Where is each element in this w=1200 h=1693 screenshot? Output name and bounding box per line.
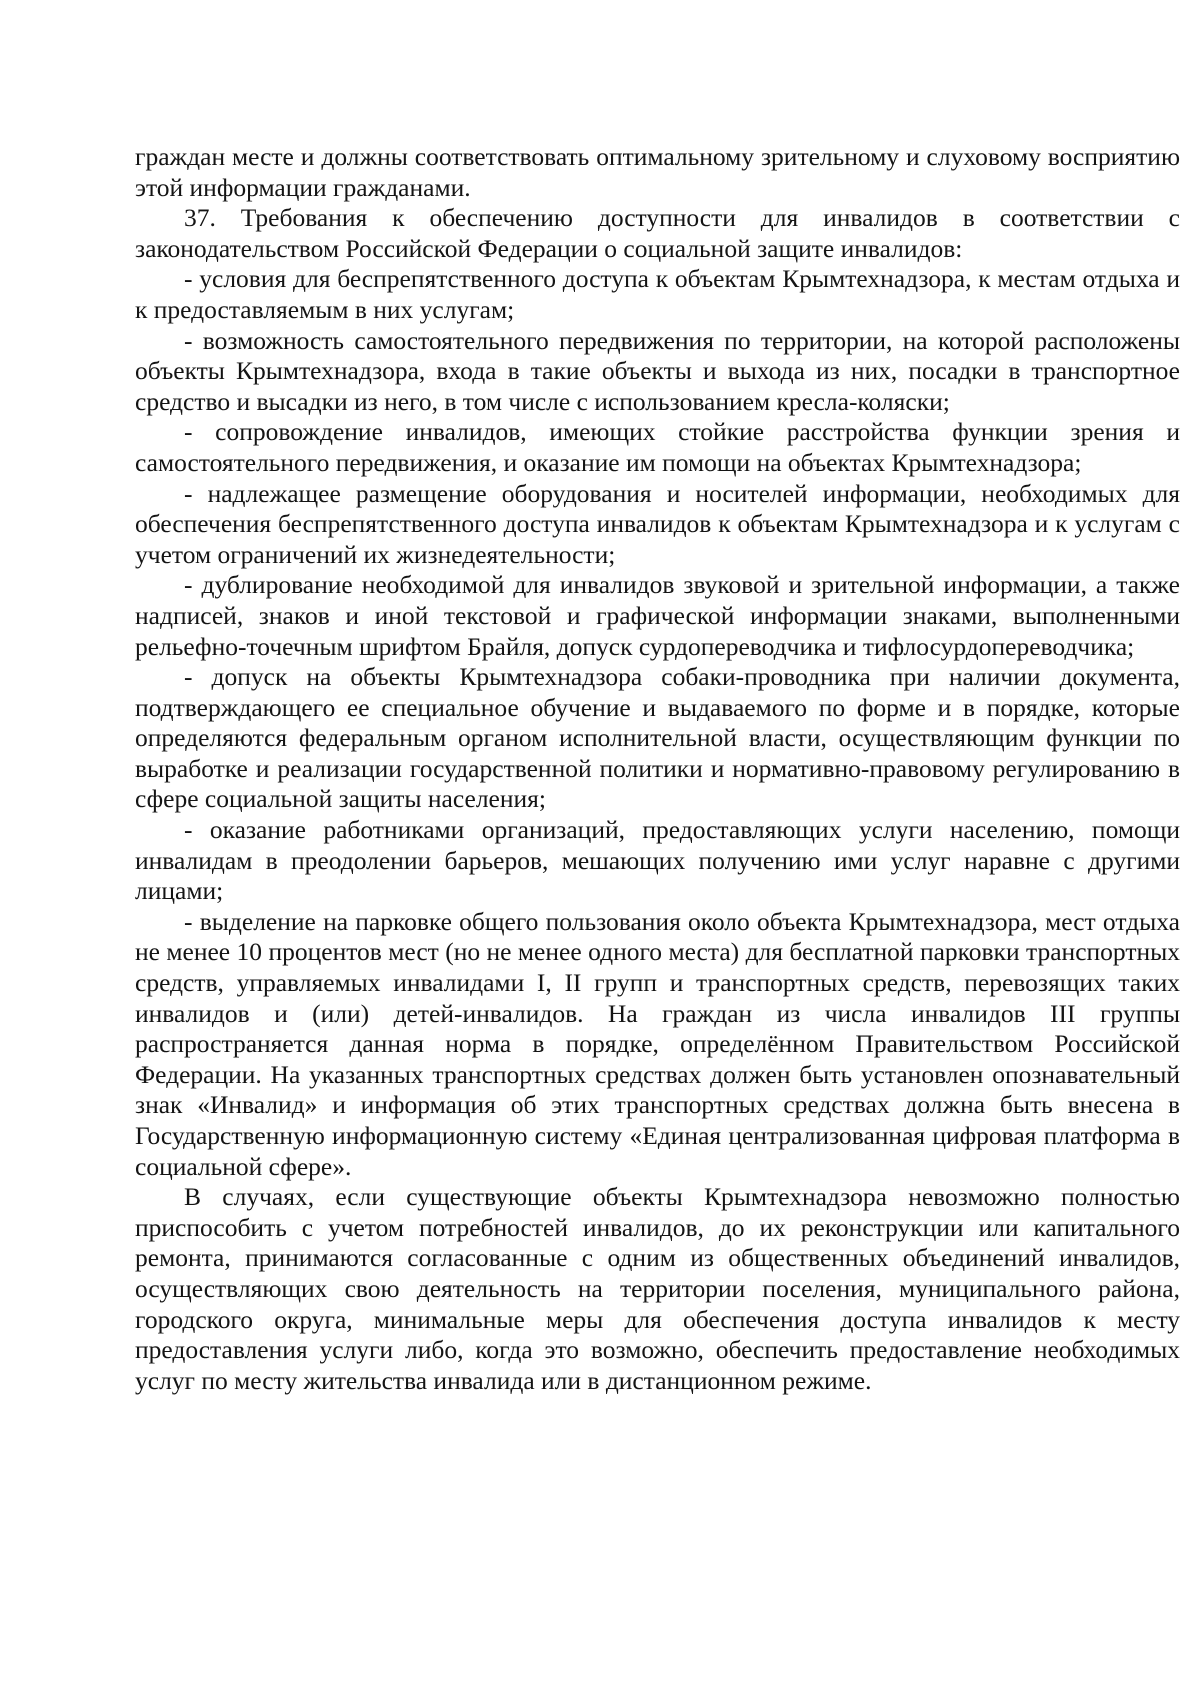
- list-item-movement: - возможность самостоятельного передвижения по территории, на которой расположены объекты Крымтехнадзора, входа в такие объекты и выхода из них, посадки в транспортное средство и высадки из него, в том числе с использованием кресла-коляски;: [135, 325, 1180, 416]
- list-item-escort: - сопровождение инвалидов, имеющих стойкие расстройства функции зрения и самостоятельного передвижения, и оказание им помощи на объектах Крымтехнадзора;: [135, 417, 1180, 477]
- list-item-equipment-placement: - надлежащее размещение оборудования и носителей информации, необходимых для обеспечения беспрепятственного доступа инвалидов к объектам Крымтехнадзора и к услугам с учетом ограничений их жизнедеятельности;: [135, 478, 1180, 569]
- list-item-duplication: - дублирование необходимой для инвалидов звуковой и зрительной информации, а также надписей, знаков и иной текстовой и графической информации знаками, выполненными рельефно-точечным шрифтом Брайля, допуск сурдопереводчика и тифлосурдопереводчика;: [135, 570, 1180, 661]
- list-item-access-conditions: - условия для беспрепятственного доступа к объектам Крымтехнадзора, к местам отдыха и к предоставляемым в них услугам;: [135, 264, 1180, 324]
- list-item-guide-dog: - допуск на объекты Крымтехнадзора собаки-проводника при наличии документа, подтверждающего ее специальное обучение и выдаваемого по форме и в порядке, которые определяются федеральным органом исполнительной власти, осуществляющим функции по выработке и реализации государственной политики и нормативно-правовому регулированию в сфере социальной защиты населения;: [135, 662, 1180, 814]
- paragraph-minimal-measures: В случаях, если существующие объекты Крымтехнадзора невозможно полностью приспособить с учетом потребностей инвалидов, до их реконструкции или капитального ремонта, принимаются согласованные с одним из общественных объединений инвалидов, осуществляющих свою деятельность на территории поселения, муниципального района, городского округа, минимальные меры для обеспечения доступа инвалидов к месту предоставления услуги либо, когда это возможно, обеспечить предоставление необходимых услуг по месту жительства инвалида или в дистанционном режиме.: [135, 1182, 1180, 1395]
- paragraph-item-37: 37. Требования к обеспечению доступности для инвалидов в соответствии с законодательством Российской Федерации о социальной защите инвалидов:: [135, 203, 1180, 263]
- document-page: [135, 142, 1180, 1396]
- list-item-parking: - выделение на парковке общего пользования около объекта Крымтехнадзора, мест отдыха не менее 10 процентов мест (но не менее одного места) для бесплатной парковки транспортных средств, управляемых инвалидами I, II групп и транспортных средств, перевозящих таких инвалидов и (или) детей-инвалидов. На граждан из числа инвалидов III группы распространяется данная норма в порядке, определённом Правительством Российской Федерации. На указанных транспортных средствах должен быть установлен опознавательный знак «Инвалид» и информация об этих транспортных средствах должна быть внесена в Государственную информационную систему «Единая централизованная цифровая платформа в социальной сфере».: [135, 906, 1180, 1181]
- paragraph-continuation: граждан месте и должны соответствовать оптимальному зрительному и слуховому восприятию этой информации гражданами.: [135, 142, 1180, 202]
- list-item-staff-assistance: - оказание работниками организаций, предоставляющих услуги населению, помощи инвалидам в преодолении барьеров, мешающих получению ими услуг наравне с другими лицами;: [135, 815, 1180, 906]
